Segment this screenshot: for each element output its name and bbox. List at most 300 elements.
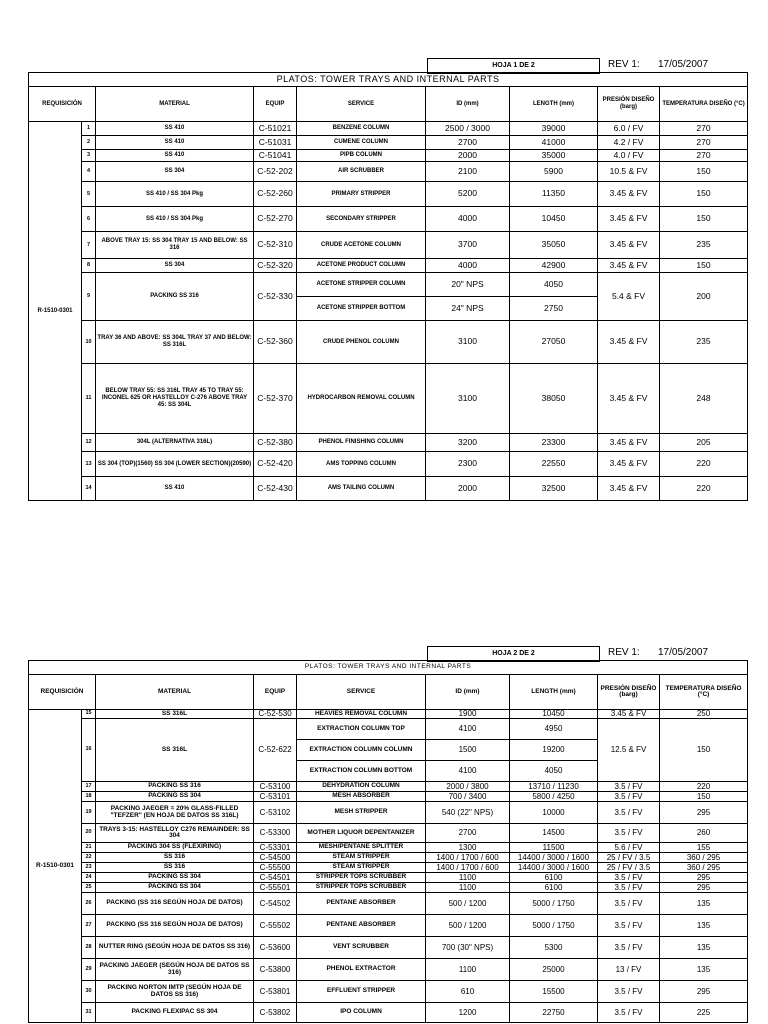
temperatura-cell: 220	[660, 782, 748, 792]
row-number: 23	[82, 863, 96, 873]
service-cell: HEAVIES REMOVAL COLUMN	[297, 710, 426, 719]
length-cell: 42900	[510, 259, 598, 273]
temperatura-cell: 248	[660, 364, 748, 434]
temperatura-cell: 155	[660, 843, 748, 853]
row-number: 24	[82, 873, 96, 883]
row-number: 14	[82, 477, 96, 501]
service-cell: VENT SCRUBBER	[297, 937, 426, 959]
length-cell: 11350	[510, 182, 598, 207]
presion-cell: 25 / FV / 3.5	[598, 853, 660, 863]
length-cell: 5900	[510, 162, 598, 182]
length-cell: 22750	[510, 1003, 598, 1023]
presion-cell: 3.45 & FV	[598, 364, 660, 434]
presion-cell: 3.5 / FV	[598, 915, 660, 937]
row-number: 10	[82, 321, 96, 364]
length-cell: 14500	[510, 824, 598, 843]
length-cell: 10450	[510, 710, 598, 719]
material-cell: SS 410	[96, 122, 254, 136]
row-number: 29	[82, 959, 96, 981]
material-cell: PACKING SS 316	[96, 782, 254, 792]
id-cell: 1500	[426, 740, 510, 761]
service-cell: MOTHER LIQUOR DEPENTANIZER	[297, 824, 426, 843]
id-cell: 1300	[426, 843, 510, 853]
row-number: 13	[82, 452, 96, 477]
temperatura-cell: 295	[660, 802, 748, 824]
service-cell: AMS TOPPING COLUMN	[297, 452, 426, 477]
length-cell: 10000	[510, 802, 598, 824]
length-cell: 15500	[510, 981, 598, 1003]
id-cell: 4100	[426, 761, 510, 782]
presion-cell: 3.5 / FV	[598, 893, 660, 915]
temperatura-cell: 150	[660, 162, 748, 182]
presion-cell: 3.5 / FV	[598, 937, 660, 959]
material-cell: PACKING (SS 316 SEGÚN HOJA DE DATOS)	[96, 893, 254, 915]
id-cell: 1900	[426, 710, 510, 719]
presion-cell: 3.5 / FV	[598, 802, 660, 824]
id-cell: 1100	[426, 873, 510, 883]
id-cell: 1200	[426, 1003, 510, 1023]
table-row	[29, 122, 748, 136]
header-material: MATERIAL	[96, 675, 254, 710]
material-cell: ABOVE TRAY 15: SS 304 TRAY 15 AND BELOW: SS 316	[96, 232, 254, 259]
service-cell: SECONDARY STRIPPER	[297, 207, 426, 232]
equip-cell: C-53101	[254, 792, 297, 802]
header-presion: PRESIÓN DISEÑO (barg)	[598, 675, 660, 710]
equip-cell: C-51031	[254, 136, 297, 150]
service-cell: AIR SCRUBBER	[297, 162, 426, 182]
table-row	[29, 710, 748, 719]
service-cell: ACETONE STRIPPER COLUMN	[297, 273, 426, 297]
service-cell: AMS TAILING COLUMN	[297, 477, 426, 501]
equip-cell: C-52-330	[254, 273, 297, 321]
id-cell: 20" NPS	[426, 273, 510, 297]
material-cell: SS 316L	[96, 710, 254, 719]
material-cell: SS 410 / SS 304 Pkg	[96, 182, 254, 207]
header-temperatura: TEMPERATURA DISEÑO (°C)	[660, 675, 748, 710]
material-cell: PACKING 304 SS (FLEXIRING)	[96, 843, 254, 853]
table-row	[29, 873, 748, 883]
service-cell: STEAM STRIPPER	[297, 863, 426, 873]
material-cell: PACKING JAEGER = 20% GLASS-FILLED "TEFZER" (EN HOJA DE DATOS SS 316L)	[96, 802, 254, 824]
temperatura-cell: 250	[660, 710, 748, 719]
table-row	[29, 915, 748, 937]
presion-cell: 3.45 & FV	[598, 232, 660, 259]
temperatura-cell: 295	[660, 883, 748, 893]
equip-cell: C-52-260	[254, 182, 297, 207]
length-cell: 19200	[510, 740, 598, 761]
material-cell: TRAYS 3-15: HASTELLOY C276 REMAINDER: SS 304	[96, 824, 254, 843]
material-cell: SS 316	[96, 863, 254, 873]
length-cell: 4050	[510, 761, 598, 782]
header-material: MATERIAL	[96, 87, 254, 122]
table-row	[29, 259, 748, 273]
presion-cell: 3.45 & FV	[598, 182, 660, 207]
service-cell: IPO COLUMN	[297, 1003, 426, 1023]
presion-cell: 3.5 / FV	[598, 883, 660, 893]
equip-cell: C-55500	[254, 863, 297, 873]
length-cell: 4050	[510, 273, 598, 297]
service-cell: PENTANE ABSORBER	[297, 915, 426, 937]
table-row	[29, 273, 748, 297]
material-cell: SS 410	[96, 150, 254, 162]
table-row	[29, 1003, 748, 1023]
temperatura-cell: 260	[660, 824, 748, 843]
equip-cell: C-53802	[254, 1003, 297, 1023]
row-number: 25	[82, 883, 96, 893]
id-cell: 2700	[426, 824, 510, 843]
material-cell: PACKING FLEXIPAC SS 304	[96, 1003, 254, 1023]
length-cell: 10450	[510, 207, 598, 232]
id-cell: 2100	[426, 162, 510, 182]
presion-cell: 6.0 / FV	[598, 122, 660, 136]
table-row	[29, 863, 748, 873]
page-indicator: HOJA 1 DE 2	[427, 58, 600, 74]
temperatura-cell: 135	[660, 915, 748, 937]
requisition-number: R-1510-0301	[29, 710, 82, 1023]
table-title: PLATOS: TOWER TRAYS AND INTERNAL PARTS	[29, 73, 748, 87]
table-row	[29, 937, 748, 959]
presion-cell: 3.45 & FV	[598, 434, 660, 452]
presion-cell: 3.5 / FV	[598, 782, 660, 792]
row-number: 22	[82, 853, 96, 863]
id-cell: 4000	[426, 207, 510, 232]
service-cell: EFFLUENT STRIPPER	[297, 981, 426, 1003]
id-cell: 2000	[426, 150, 510, 162]
row-number: 30	[82, 981, 96, 1003]
temperatura-cell: 150	[660, 207, 748, 232]
id-cell: 2000 / 3800	[426, 782, 510, 792]
temperatura-cell: 360 / 295	[660, 863, 748, 873]
temperatura-cell: 220	[660, 477, 748, 501]
id-cell: 610	[426, 981, 510, 1003]
id-cell: 2000	[426, 477, 510, 501]
temperatura-cell: 135	[660, 893, 748, 915]
row-number: 11	[82, 364, 96, 434]
equip-cell: C-54501	[254, 873, 297, 883]
row-number: 8	[82, 259, 96, 273]
equip-cell: C-53100	[254, 782, 297, 792]
equip-cell: C-52-320	[254, 259, 297, 273]
row-number: 6	[82, 207, 96, 232]
row-number: 18	[82, 792, 96, 802]
presion-cell: 5.4 & FV	[598, 273, 660, 321]
presion-cell: 3.5 / FV	[598, 824, 660, 843]
revision-date: 17/05/2007	[658, 59, 709, 70]
material-cell: 304L (ALTERNATIVA 316L)	[96, 434, 254, 452]
row-number: 26	[82, 893, 96, 915]
service-cell: STRIPPER TOPS SCRUBBER	[297, 883, 426, 893]
material-cell: SS 316L	[96, 719, 254, 782]
presion-cell: 5.6 / FV	[598, 843, 660, 853]
service-cell: ACETONE PRODUCT COLUMN	[297, 259, 426, 273]
length-cell: 2750	[510, 297, 598, 321]
temperatura-cell: 220	[660, 452, 748, 477]
material-cell: PACKING SS 304	[96, 883, 254, 893]
header-requisicion: REQUISICIÓN	[29, 675, 96, 710]
length-cell: 23300	[510, 434, 598, 452]
equip-cell: C-52-310	[254, 232, 297, 259]
length-cell: 14400 / 3000 / 1600	[510, 863, 598, 873]
temperatura-cell: 270	[660, 150, 748, 162]
id-cell: 500 / 1200	[426, 893, 510, 915]
table-row	[29, 981, 748, 1003]
material-cell: NUTTER RING (SEGÚN HOJA DE DATOS SS 316)	[96, 937, 254, 959]
table-row	[29, 434, 748, 452]
material-cell: SS 304	[96, 259, 254, 273]
service-cell: EXTRACTION COLUMN COLUMN	[297, 740, 426, 761]
header-equip: EQUIP	[254, 87, 297, 122]
length-cell: 39000	[510, 122, 598, 136]
row-number: 16	[82, 719, 96, 782]
row-number: 1	[82, 122, 96, 136]
id-cell: 700 (30" NPS)	[426, 937, 510, 959]
header-requisicion: REQUISICIÓN	[29, 87, 96, 122]
table-row	[29, 802, 748, 824]
equip-cell: C-51021	[254, 122, 297, 136]
row-number: 21	[82, 843, 96, 853]
table-row	[29, 719, 748, 740]
table-title: PLATOS: TOWER TRAYS AND INTERNAL PARTS	[29, 661, 748, 675]
temperatura-cell: 295	[660, 981, 748, 1003]
presion-cell: 4.0 / FV	[598, 150, 660, 162]
header-length: LENGTH (mm)	[510, 675, 598, 710]
service-cell: EXTRACTION COLUMN TOP	[297, 719, 426, 740]
length-cell: 4950	[510, 719, 598, 740]
table-row	[29, 136, 748, 150]
row-number: 15	[82, 710, 96, 719]
presion-cell: 3.45 & FV	[598, 321, 660, 364]
table-row	[29, 364, 748, 434]
length-cell: 25000	[510, 959, 598, 981]
temperatura-cell: 200	[660, 273, 748, 321]
presion-cell: 3.45 & FV	[598, 207, 660, 232]
row-number: 19	[82, 802, 96, 824]
service-cell: CRUDE PHENOL COLUMN	[297, 321, 426, 364]
table-row	[29, 452, 748, 477]
header-id: ID (mm)	[426, 675, 510, 710]
row-number: 4	[82, 162, 96, 182]
temperatura-cell: 270	[660, 136, 748, 150]
table-row	[29, 853, 748, 863]
row-number: 28	[82, 937, 96, 959]
service-cell: PIPB COLUMN	[297, 150, 426, 162]
table-row	[29, 792, 748, 802]
temperatura-cell: 135	[660, 937, 748, 959]
page-indicator: HOJA 2 DE 2	[427, 646, 600, 662]
service-cell: DEHYDRATION COLUMN	[297, 782, 426, 792]
presion-cell: 3.45 & FV	[598, 710, 660, 719]
id-cell: 4000	[426, 259, 510, 273]
table-row	[29, 207, 748, 232]
header-service: SERVICE	[297, 87, 426, 122]
length-cell: 5000 / 1750	[510, 915, 598, 937]
temperatura-cell: 235	[660, 232, 748, 259]
table-row	[29, 150, 748, 162]
length-cell: 5800 / 4250	[510, 792, 598, 802]
equip-cell: C-55502	[254, 915, 297, 937]
equip-cell: C-52-622	[254, 719, 297, 782]
requisition-number: R-1510-0301	[29, 122, 82, 501]
length-cell: 13710 / 11230	[510, 782, 598, 792]
material-cell: SS 410 / SS 304 Pkg	[96, 207, 254, 232]
table-row	[29, 782, 748, 792]
equip-cell: C-53801	[254, 981, 297, 1003]
presion-cell: 3.5 / FV	[598, 1003, 660, 1023]
service-cell: STEAM STRIPPER	[297, 853, 426, 863]
length-cell: 27050	[510, 321, 598, 364]
id-cell: 540 (22" NPS)	[426, 802, 510, 824]
row-number: 9	[82, 273, 96, 321]
temperatura-cell: 150	[660, 259, 748, 273]
material-cell: SS 316	[96, 853, 254, 863]
trays-table	[28, 72, 748, 501]
revision-date: 17/05/2007	[658, 647, 709, 658]
equip-cell: C-53102	[254, 802, 297, 824]
id-cell: 1400 / 1700 / 600	[426, 863, 510, 873]
service-cell: MESH ABSORBER	[297, 792, 426, 802]
material-cell: BELOW TRAY 55: SS 316L TRAY 45 TO TRAY 55: INCONEL 625 OR HASTELLOY C-276 ABOVE TRAY 45: SS 304L	[96, 364, 254, 434]
equip-cell: C-54500	[254, 853, 297, 863]
id-cell: 2700	[426, 136, 510, 150]
id-cell: 1400 / 1700 / 600	[426, 853, 510, 863]
length-cell: 35000	[510, 150, 598, 162]
equip-cell: C-52-530	[254, 710, 297, 719]
material-cell: PACKING (SS 316 SEGÚN HOJA DE DATOS)	[96, 915, 254, 937]
row-number: 20	[82, 824, 96, 843]
temperatura-cell: 205	[660, 434, 748, 452]
presion-cell: 3.45 & FV	[598, 477, 660, 501]
table-row	[29, 321, 748, 364]
length-cell: 35050	[510, 232, 598, 259]
equip-cell: C-52-370	[254, 364, 297, 434]
id-cell: 3700	[426, 232, 510, 259]
presion-cell: 3.5 / FV	[598, 981, 660, 1003]
id-cell: 3100	[426, 321, 510, 364]
header-id: ID (mm)	[426, 87, 510, 122]
table-row	[29, 232, 748, 259]
equip-cell: C-54502	[254, 893, 297, 915]
equip-cell: C-53600	[254, 937, 297, 959]
presion-cell: 4.2 / FV	[598, 136, 660, 150]
row-number: 31	[82, 1003, 96, 1023]
id-cell: 2300	[426, 452, 510, 477]
id-cell: 500 / 1200	[426, 915, 510, 937]
service-cell: MESH STRIPPER	[297, 802, 426, 824]
table-row	[29, 843, 748, 853]
length-cell: 41000	[510, 136, 598, 150]
length-cell: 32500	[510, 477, 598, 501]
presion-cell: 13 / FV	[598, 959, 660, 981]
material-cell: SS 410	[96, 136, 254, 150]
temperatura-cell: 135	[660, 959, 748, 981]
service-cell: PHENOL EXTRACTOR	[297, 959, 426, 981]
service-cell: PHENOL FINISHING COLUMN	[297, 434, 426, 452]
material-cell: SS 410	[96, 477, 254, 501]
equip-cell: C-52-202	[254, 162, 297, 182]
equip-cell: C-55501	[254, 883, 297, 893]
service-cell: PRIMARY STRIPPER	[297, 182, 426, 207]
table-row	[29, 824, 748, 843]
header-temperatura: TEMPERATURA DISEÑO (°C)	[660, 87, 748, 122]
material-cell: PACKING SS 304	[96, 873, 254, 883]
equip-cell: C-53300	[254, 824, 297, 843]
id-cell: 4100	[426, 719, 510, 740]
row-number: 17	[82, 782, 96, 792]
service-cell: EXTRACTION COLUMN BOTTOM	[297, 761, 426, 782]
revision-label: REV 1:	[608, 647, 640, 658]
temperatura-cell: 235	[660, 321, 748, 364]
header-service: SERVICE	[297, 675, 426, 710]
equip-cell: C-51041	[254, 150, 297, 162]
equip-cell: C-52-360	[254, 321, 297, 364]
equip-cell: C-52-420	[254, 452, 297, 477]
row-number: 3	[82, 150, 96, 162]
material-cell: PACKING SS 304	[96, 792, 254, 802]
temperatura-cell: 270	[660, 122, 748, 136]
length-cell: 5000 / 1750	[510, 893, 598, 915]
header-length: LENGTH (mm)	[510, 87, 598, 122]
equip-cell: C-53301	[254, 843, 297, 853]
material-cell: TRAY 36 AND ABOVE: SS 304L TRAY 37 AND BELOW: SS 316L	[96, 321, 254, 364]
material-cell: SS 304	[96, 162, 254, 182]
equip-cell: C-53800	[254, 959, 297, 981]
presion-cell: 12.5 & FV	[598, 719, 660, 782]
temperatura-cell: 225	[660, 1003, 748, 1023]
length-cell: 6100	[510, 873, 598, 883]
material-cell: SS 304 (TOP)(1560) SS 304 (LOWER SECTION)(20590)	[96, 452, 254, 477]
revision-label: REV 1:	[608, 59, 640, 70]
length-cell: 14400 / 3000 / 1600	[510, 853, 598, 863]
length-cell: 22550	[510, 452, 598, 477]
id-cell: 5200	[426, 182, 510, 207]
temperatura-cell: 150	[660, 792, 748, 802]
presion-cell: 3.5 / FV	[598, 792, 660, 802]
temperatura-cell: 150	[660, 182, 748, 207]
equip-cell: C-52-380	[254, 434, 297, 452]
table-row	[29, 959, 748, 981]
table-row	[29, 162, 748, 182]
service-cell: STRIPPER TOPS SCRUBBER	[297, 873, 426, 883]
service-cell: BENZENE COLUMN	[297, 122, 426, 136]
id-cell: 24" NPS	[426, 297, 510, 321]
row-number: 2	[82, 136, 96, 150]
id-cell: 3200	[426, 434, 510, 452]
row-number: 7	[82, 232, 96, 259]
service-cell: CUMENE COLUMN	[297, 136, 426, 150]
presion-cell: 3.45 & FV	[598, 259, 660, 273]
table-row	[29, 883, 748, 893]
id-cell: 1100	[426, 883, 510, 893]
length-cell: 5300	[510, 937, 598, 959]
temperatura-cell: 295	[660, 873, 748, 883]
service-cell: PENTANE ABSORBER	[297, 893, 426, 915]
presion-cell: 25 / FV / 3.5	[598, 863, 660, 873]
length-cell: 38050	[510, 364, 598, 434]
table-row	[29, 182, 748, 207]
material-cell: PACKING JAEGER (SEGÚN HOJA DE DATOS SS 316)	[96, 959, 254, 981]
temperatura-cell: 360 / 295	[660, 853, 748, 863]
service-cell: MESH/PENTANE SPLITTER	[297, 843, 426, 853]
header-equip: EQUIP	[254, 675, 297, 710]
service-cell: HYDROCARBON REMOVAL COLUMN	[297, 364, 426, 434]
table-row	[29, 893, 748, 915]
id-cell: 3100	[426, 364, 510, 434]
service-cell: ACETONE STRIPPER BOTTOM	[297, 297, 426, 321]
row-number: 5	[82, 182, 96, 207]
length-cell: 11500	[510, 843, 598, 853]
id-cell: 2500 / 3000	[426, 122, 510, 136]
row-number: 12	[82, 434, 96, 452]
